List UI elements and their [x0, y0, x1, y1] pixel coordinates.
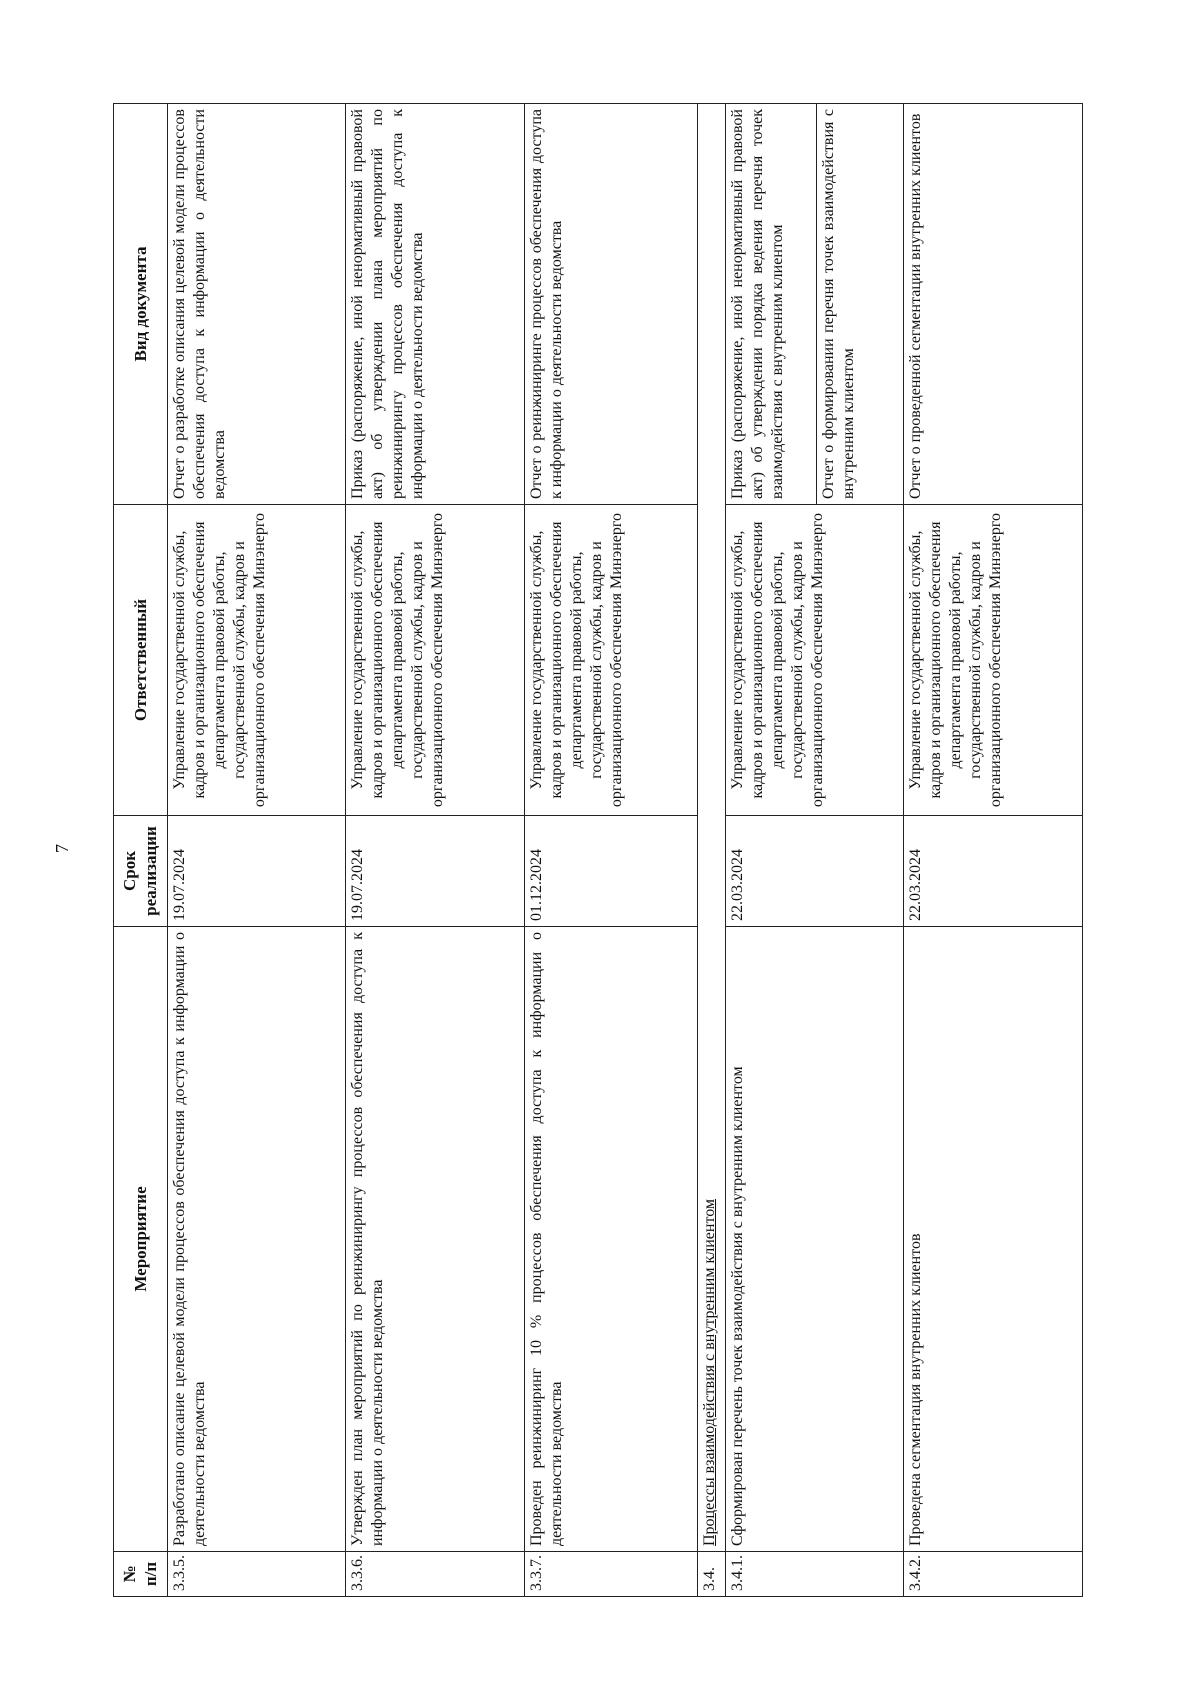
row-doc-type: Отчет о проведенной сегментации внутренних клиентов	[904, 104, 1083, 505]
row-num: 3.3.5.	[167, 1552, 346, 1597]
table-row	[524, 104, 697, 1597]
section-num: 3.4.	[697, 1552, 725, 1597]
table-row	[904, 104, 1083, 1597]
row-term: 22.03.2024	[904, 816, 1083, 927]
row-doc-type: Приказ (распоряжение, иной ненормативный правовой акт) об утверждении порядка ведения перечня точек взаимодействия с внутренним клиентом	[725, 104, 817, 505]
table-row	[725, 104, 817, 1597]
section-title-cell	[697, 104, 725, 1552]
row-term: 01.12.2024	[524, 816, 697, 927]
row-doc-type: Отчет о формировании перечня точек взаимодействия с внутренним клиентом	[817, 104, 904, 505]
row-term: 19.07.2024	[346, 816, 525, 927]
row-activity: Утвержден план мероприятий по реинжинирингу процессов обеспечения доступа к информации о деятельности ведомства	[346, 927, 525, 1552]
row-doc-type: Отчет о разработке описания целевой модели процессов обеспечения доступа к информации о деятельности ведомства	[167, 104, 346, 505]
table-header-row	[114, 104, 168, 1597]
row-term: 22.03.2024	[725, 816, 904, 927]
row-responsible: Управление государственной службы, кадров и организационного обеспечения департамента правовой работы, государственной службы, кадров и организационного обеспечения Минэнерго	[725, 505, 904, 816]
section-title: Процессы взаимодействия с внутренним клиентом	[700, 1198, 718, 1546]
header-term: Срок реализации	[114, 816, 168, 927]
row-doc-type: Приказ (распоряжение, иной ненормативный правовой акт) об утверждении плана мероприятий по реинжинирингу процессов обеспечения доступа к информации о деятельности ведомства	[346, 104, 525, 505]
row-responsible: Управление государственной службы, кадров и организационного обеспечения департамента правовой работы, государственной службы, кадров и организационного обеспечения Минэнерго	[346, 505, 525, 816]
row-num: 3.4.2.	[904, 1552, 1083, 1597]
row-responsible: Управление государственной службы, кадров и организационного обеспечения департамента правовой работы, государственной службы, кадров и организационного обеспечения Минэнерго	[167, 505, 346, 816]
row-responsible: Управление государственной службы, кадров и организационного обеспечения департамента правовой работы, государственной службы, кадров и организационного обеспечения Минэнерго	[524, 505, 697, 816]
row-activity: Сформирован перечень точек взаимодействия с внутренним клиентом	[725, 927, 904, 1552]
header-num: № п/п	[114, 1552, 168, 1597]
row-num: 3.4.1.	[725, 1552, 904, 1597]
page-number: 7	[52, 844, 72, 853]
header-doc-type: Вид документа	[114, 104, 168, 505]
header-activity: Мероприятие	[114, 927, 168, 1552]
row-activity: Проведен реинжиниринг 10 % процессов обеспечения доступа к информации о деятельности ведомства	[524, 927, 697, 1552]
row-responsible: Управление государственной службы, кадров и организационного обеспечения департамента правовой работы, государственной службы, кадров и организационного обеспечения Минэнерго	[904, 505, 1083, 816]
row-activity: Проведена сегментация внутренних клиентов	[904, 927, 1083, 1552]
row-activity: Разработано описание целевой модели процессов обеспечения доступа к информации о деятельности ведомства	[167, 927, 346, 1552]
row-num: 3.3.7.	[524, 1552, 697, 1597]
activities-table	[113, 103, 1083, 1597]
table-row	[346, 104, 525, 1597]
row-num: 3.3.6.	[346, 1552, 525, 1597]
section-row	[697, 104, 725, 1597]
table-row	[167, 104, 346, 1597]
row-doc-type: Отчет о реинжиниринге процессов обеспечения доступа к информации о деятельности ведомства	[524, 104, 697, 505]
row-term: 19.07.2024	[167, 816, 346, 927]
header-responsible: Ответственный	[114, 505, 168, 816]
